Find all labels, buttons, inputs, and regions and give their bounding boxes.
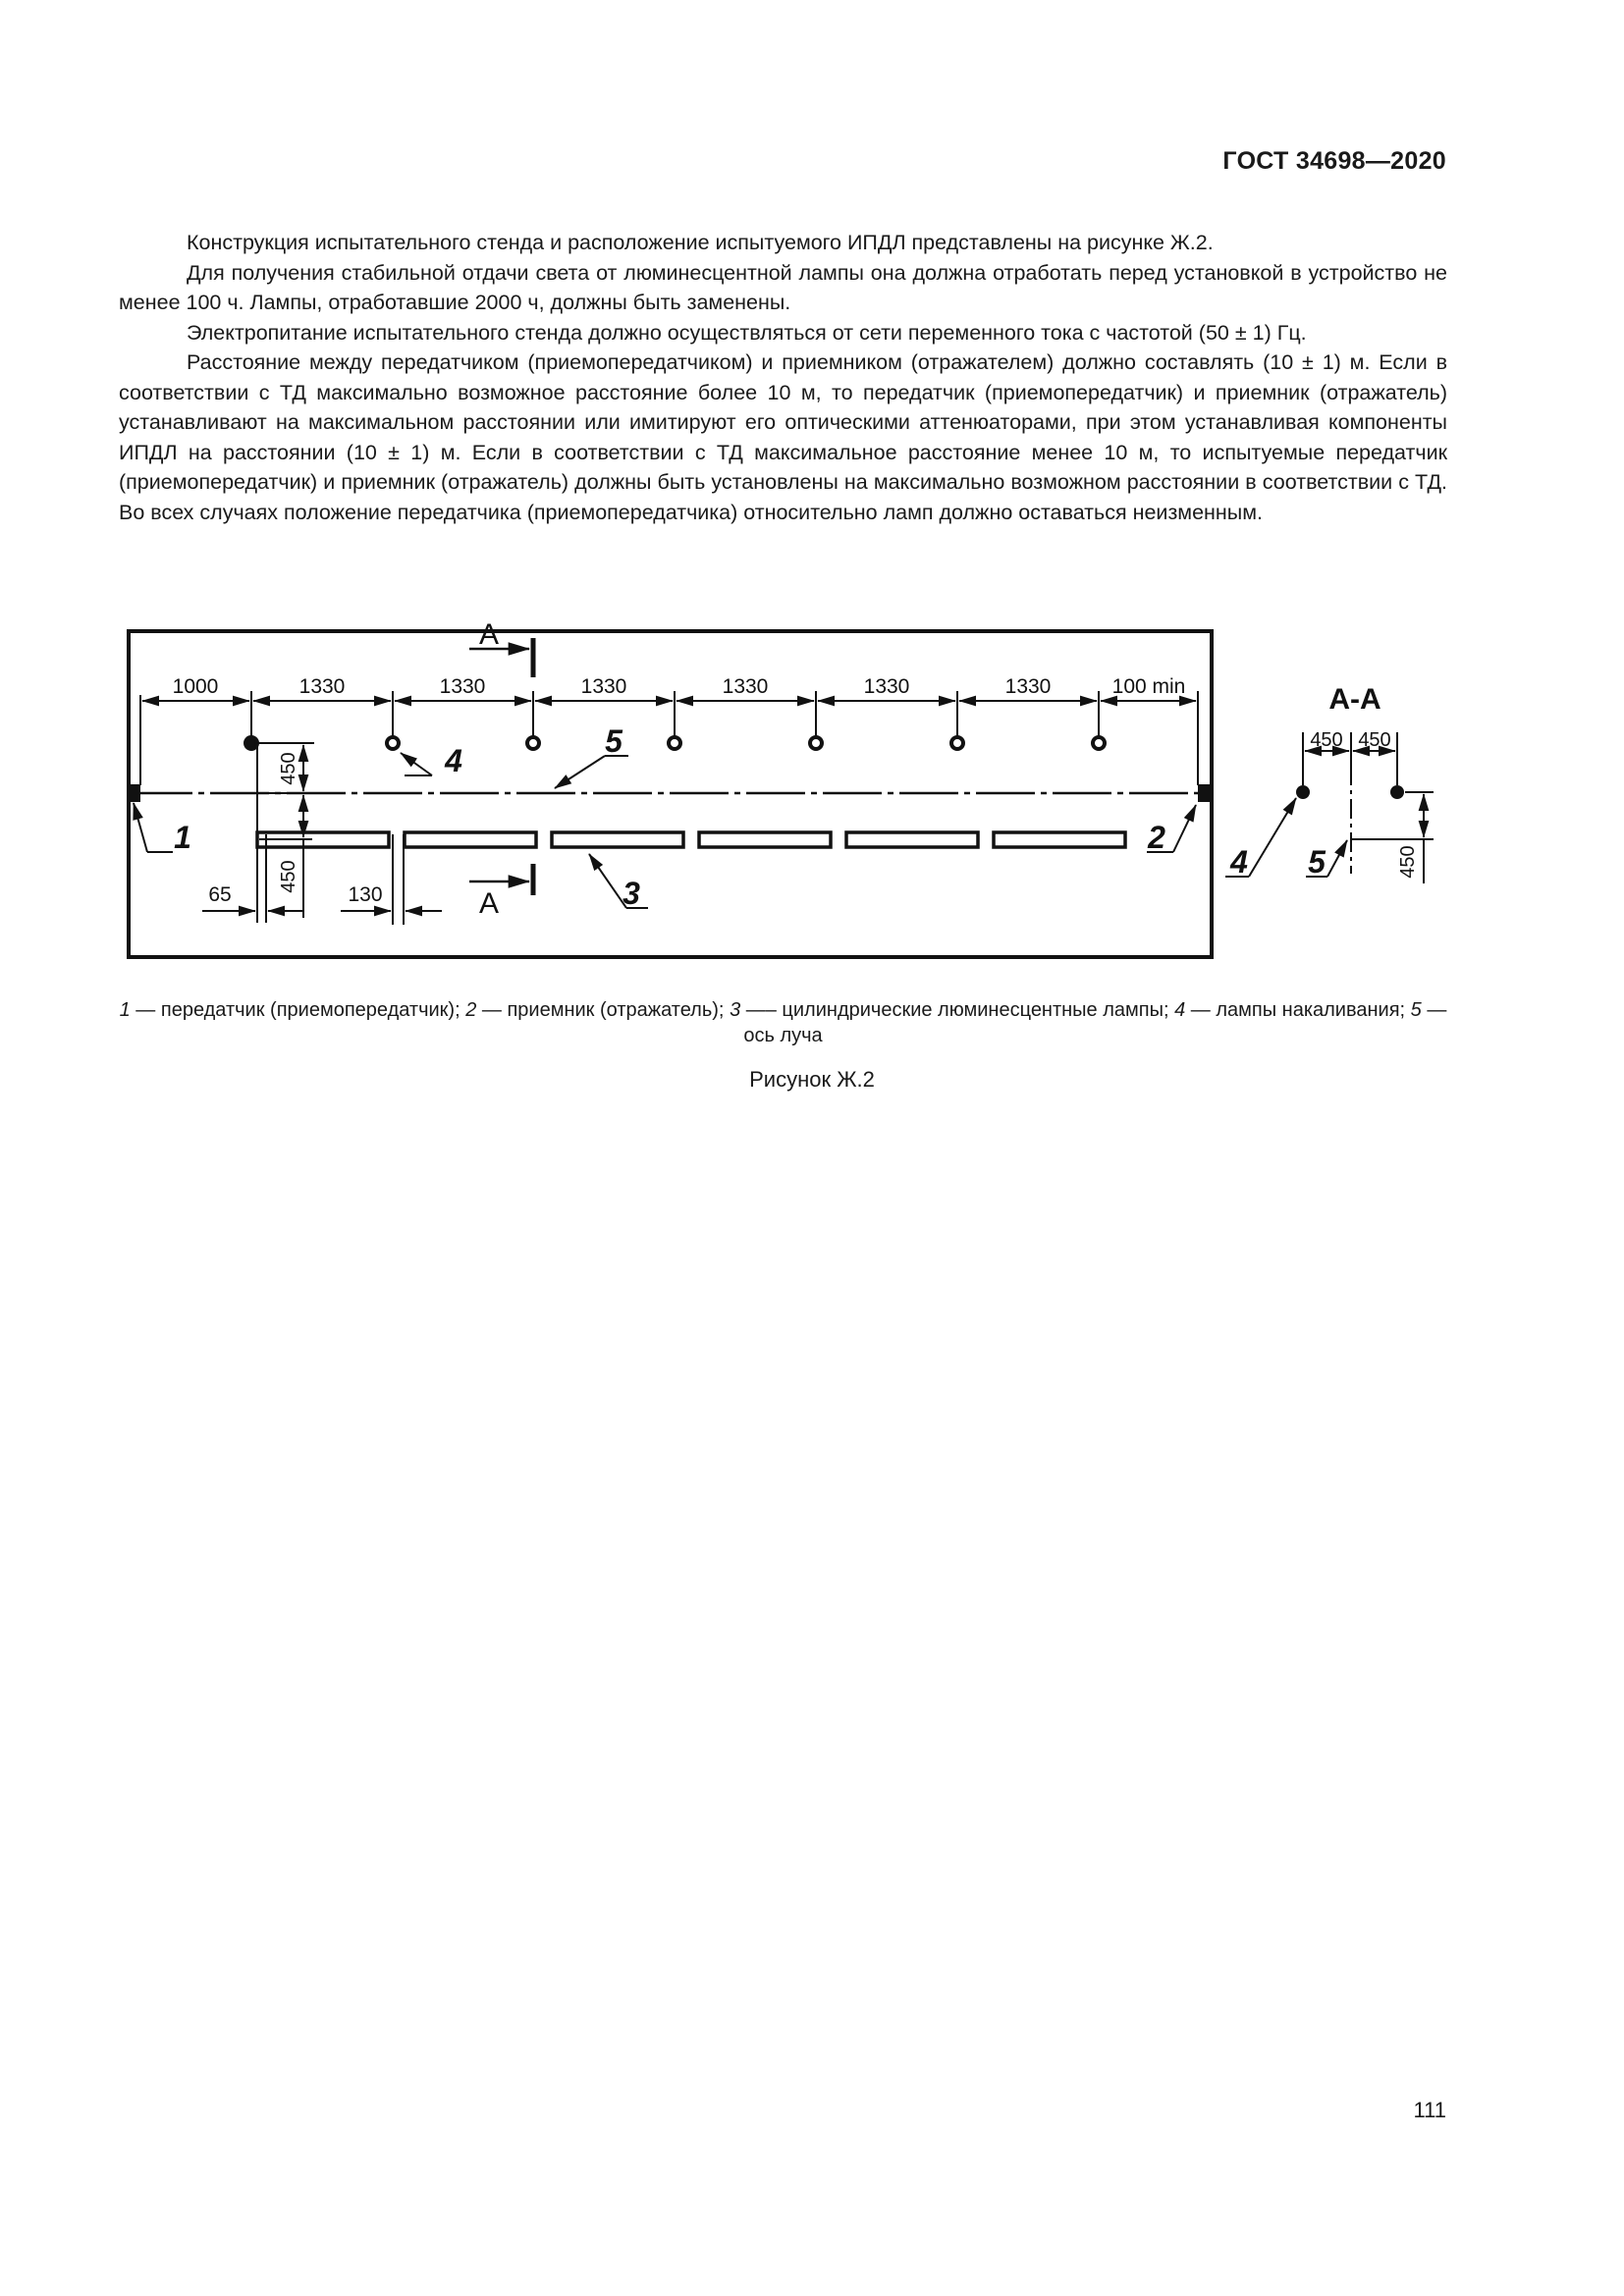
paragraph-1: Конструкция испытательного стенда и расположение испытуемого ИПДЛ представлены на рисунке Ж.2. bbox=[187, 231, 1214, 254]
incandescent-lamp bbox=[527, 737, 539, 749]
fluorescent-lamps bbox=[257, 832, 1125, 847]
dim-450-lower: 450 bbox=[278, 860, 299, 893]
section-view bbox=[1225, 683, 1434, 883]
section-mark-bottom bbox=[469, 864, 533, 920]
dim-1330-e: 1330 bbox=[863, 675, 910, 698]
caption-text-3: —– цилиндрические люминесцентные лампы; bbox=[740, 999, 1175, 1021]
incandescent-lamps bbox=[245, 737, 1105, 749]
caption-num-1: 1 bbox=[119, 999, 131, 1021]
fluorescent-lamp bbox=[994, 832, 1125, 847]
fluorescent-lamp bbox=[846, 832, 978, 847]
top-dimension-labels bbox=[173, 675, 1186, 698]
dim-1330-a: 1330 bbox=[298, 675, 346, 698]
incandescent-lamp bbox=[1093, 737, 1105, 749]
dim-130: 130 bbox=[348, 883, 383, 906]
incandescent-lamp bbox=[387, 737, 399, 749]
dim-65: 65 bbox=[208, 883, 232, 906]
caption-text-2: — приемник (отражатель); bbox=[476, 999, 731, 1021]
incandescent-lamp bbox=[951, 737, 963, 749]
dim-1330-d: 1330 bbox=[722, 675, 769, 698]
dim-450-upper: 450 bbox=[278, 752, 299, 785]
section-letter-top: А bbox=[478, 618, 500, 651]
test-bench-diagram bbox=[0, 0, 1624, 982]
label-4: 4 bbox=[445, 743, 462, 778]
receiver bbox=[1198, 784, 1210, 802]
section-label-5: 5 bbox=[1308, 844, 1326, 880]
caption-text-4: — лампы накаливания; bbox=[1185, 999, 1411, 1021]
section-lamp-right bbox=[1390, 785, 1404, 799]
figure-title: Рисунок Ж.2 bbox=[749, 1067, 875, 1092]
incandescent-lamp-filled bbox=[245, 737, 257, 749]
fluorescent-lamp bbox=[405, 832, 536, 847]
caption-num-5: 5 bbox=[1410, 999, 1422, 1021]
dim-1330-b: 1330 bbox=[439, 675, 486, 698]
caption-text-5: — ось луча bbox=[743, 999, 1447, 1046]
transmitter bbox=[129, 784, 140, 802]
paragraph-3: Электропитание испытательного стенда должно осуществляться от сети переменного тока с частотой (50 ± 1) Гц. bbox=[187, 320, 1307, 345]
section-dim-left: 450 bbox=[1310, 729, 1343, 751]
section-label-4: 4 bbox=[1230, 844, 1248, 880]
paragraph-4: Расстояние между передатчиком (приемопередатчиком) и приемником (отражателем) должно составлять (10 ± 1) м. Если в соответствии с ТД максимально возможное расстояние более 10 м, то передатчик (приемопередатчик) и приемник (отражатель) устанавливают на максимальном расстоянии или имитируют его оптическими аттенюаторами, при этом устанавливая компоненты ИПДЛ на расстоянии (10 ± 1) м. Если в соответствии с ТД максимальное расстояние менее 10 м, то испытуемые передатчик (приемопередатчик) и приемник (отражатель) должны быть установлены на максимально возможном расстоянии в соответствии с ТД. Во всех случаях положение передатчика (приемопередатчика) относительно ламп должно оставаться неизменным. bbox=[119, 350, 1447, 524]
section-lamp-left bbox=[1296, 785, 1310, 799]
figure-caption bbox=[119, 997, 1447, 1048]
caption-text-1: — передатчик (приемопередатчик); bbox=[130, 999, 466, 1021]
incandescent-lamp bbox=[669, 737, 680, 749]
incandescent-lamp bbox=[810, 737, 822, 749]
dim-100-min: 100 min bbox=[1111, 675, 1186, 698]
leader-labels bbox=[174, 723, 1165, 911]
document-header: ГОСТ 34698—2020 bbox=[1222, 147, 1446, 175]
section-letter-bottom: А bbox=[478, 887, 500, 920]
dim-1000: 1000 bbox=[172, 675, 219, 698]
label-1: 1 bbox=[174, 820, 191, 855]
fluorescent-lamp bbox=[552, 832, 683, 847]
section-title: А-А bbox=[1328, 683, 1381, 716]
caption-num-2: 2 bbox=[465, 999, 477, 1021]
label-3: 3 bbox=[623, 876, 640, 911]
caption-num-3: 3 bbox=[730, 999, 741, 1021]
page-number: 111 bbox=[1413, 2098, 1446, 2122]
section-dim-vertical: 450 bbox=[1397, 845, 1419, 879]
dim-1330-f: 1330 bbox=[1004, 675, 1052, 698]
section-dim-right: 450 bbox=[1358, 729, 1391, 751]
fluorescent-lamp bbox=[699, 832, 831, 847]
dim-1330-c: 1330 bbox=[580, 675, 627, 698]
caption-num-4: 4 bbox=[1174, 999, 1186, 1021]
label-5: 5 bbox=[605, 723, 623, 759]
section-mark-top bbox=[469, 618, 533, 677]
label-2: 2 bbox=[1148, 820, 1165, 855]
paragraph-2: Для получения стабильной отдачи света от люминесцентной лампы она должна отработать перед установкой в устройство не менее 100 ч. Лампы, отработавшие 2000 ч, должны быть заменены. bbox=[119, 260, 1447, 314]
